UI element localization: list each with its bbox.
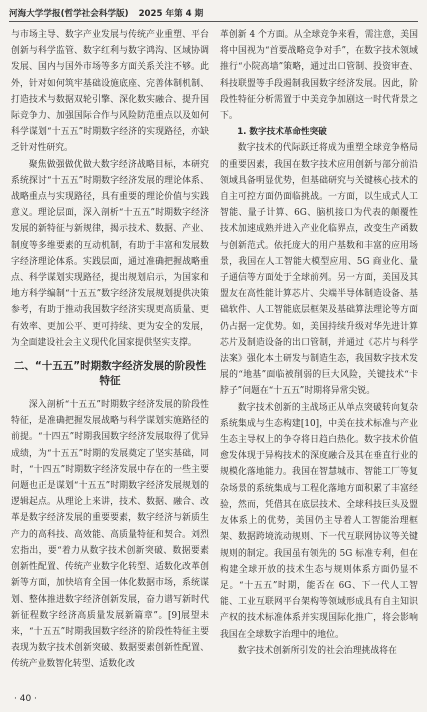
paragraph: 数字技术创新的主战场正从单点突破转向复杂系统集成与生态构建[10]，中美在技术标准与产业生态主导权上的争夺将日趋白热化。数字技术价值愈发体现于异构技术的深度融合及其在垂直行业的规模化落地能力。我国在智慧城市、智能工厂等复杂场景的系统集成与工程化落地方面积累了丰富经验，然而，凭借其在底层技术、全球科技巨头及盟友体系上的优势，美国仍主导着人工智能治理框架、数据跨境流动规则、下一代互联网协议等关键规则的制定。我国虽有领先的 5G 标准专利，但在构建全球开放的技术生态与规则体系方面仍显不足。“十五五”时期，能否在 6G、下一代人工智能、工业互联网平台架构等领域形成具有自主知识产权的技术标准体系并实现国际化推广，将会影响我国在全球数字治理中的地位。 (220, 402, 418, 640)
journal-name: 河海大学学报(哲学社会科学版) (9, 9, 129, 19)
paragraph: 革创新 4 个方面。从全球竞争来看，需注意，美国将中国视为“首要战略竞争对手”，在数字技术领域推行“小院高墙”策略，通过出口管制、投资审查、科技联盟等手段遏制我国数字经济发展。因此，阶段性特征分析需置于中美竞争加剧这一时代背景之下。 (220, 30, 418, 122)
paragraph: 与市场主导、数字产业发展与传统产业重塑、平台创新与科学监管、数字红利与数字鸿沟、区域协调发展、国内与国外市场等多方面关系关注不够。此外，针对如何筑牢基础设施底座、完善体制机制、打造技术与数据双轮引擎、深化数实融合、提升国际竞争力、加强国际合作与风险防范重点以及如何科学谋划“十五五”时期数字经济的实现路径，亦缺乏针对性研究。 (11, 30, 209, 154)
issue-number: 2025 年第 4 期 (138, 9, 204, 19)
page-number: · 40 · (14, 694, 37, 704)
subsection-heading: 1. 数字技术革命性突破 (237, 127, 327, 138)
running-header (9, 5, 418, 22)
paragraph: 数字技术的代际跃迁将成为重塑全球竞争格局的重要因素，我国在数字技术应用创新与部分前沿领域具备明显优势，但基础研究与关键核心技术的自主可控方面仍面临挑战。一方面，以生成式人工智能、量子计算、6G、脑机接口为代表的颠覆性技术加速成熟并进入产业化临界点，改变生产函数与创新范式。依托庞大的用户基数和丰富的应用场景，我国在人工智能大模型应用、5G 商业化、量子通信等方面处于全球前列。另一方面，美国及其盟友在高性能计算芯片、尖端半导体制造设备、基础软件、人工智能底层框架及基础算法理论等方面仍占据一定优势。如，美国持续升级对华先进计算芯片及制造设备的出口管制，并通过《芯片与科学法案》强化本土研发与制造生态，我国数字技术发展的“地基”面临被削弱的巨大风险，关键技术“卡脖子”问题在“十五五”时期将异常尖锐。 (220, 143, 418, 397)
left-column (11, 27, 209, 673)
paragraph: 数字技术创新所引发的社会治理挑战将在 (237, 645, 397, 656)
section-heading: 二、“十五五”时期数字经济发展的阶段性特征 (13, 360, 207, 388)
paragraph: 聚焦做强做优做大数字经济战略目标，本研究系统探讨“十五五”时期数字经济发展的理论体系、战略重点与实现路径，具有重要的理论价值与实践意义。理论层面，深入剖析“十五五”时期数字经济发展的新特征与新规律，揭示技术、数据、产业、制度等多维要素的互动机制，有助于丰富和发展数字经济理论体系。实践层面，通过准确把握战略重点、科学谋划实现路径，提出规划启示，为国家和地方科学编制“十五五”数字经济发展规划提供决策参考，有助于推动我国数字经济实现更高质量、更有效率、更加公平、更可持续、更为安全的发展，为全面建设社会主义现代化国家提供坚实支撑。 (11, 159, 209, 348)
paragraph: 深入剖析“十五五”时期数字经济发展的阶段性特征，是准确把握发展战略与科学谋划实施路径的前提。“十四五”时期我国数字经济发展取得了优异成绩，为“十五五”时期的发展奠定了坚实基础，同时，“十四五”时期数字经济发展中存在的一些主要问题也正是谋划“十五五”时期数字经济发展规划的逻辑起点。从理论上来讲，技术、数据、融合、改革是数字经济发展的重要要素，数字经济与新质生产力的高科技、高效能、高质量特征和契合。刘烈宏指出，要“着力从数字技术创新突破、数据要素创新性配置、传统产业数字化转型、适数化改革创新等方面，加快培育全国一体化数据市场，系统谋划、整体推进数字经济创新发展，奋力谱写新时代新征程数字经济高质量发展新篇章”。[9]展望未来，“十五五”时期我国数字经济的阶段性特征主要表现为数字技术创新突破、数据要素创新性配置、传统产业数智化转型、适数化改 (11, 400, 209, 670)
right-column (220, 27, 418, 659)
